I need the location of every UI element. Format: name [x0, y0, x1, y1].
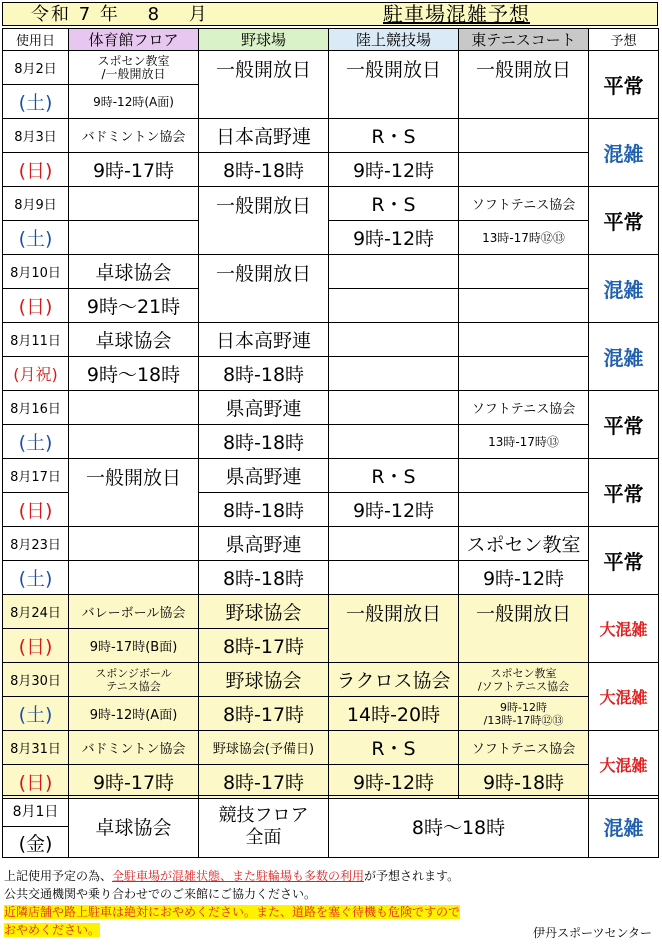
forecast-cell: 大混雑 — [589, 595, 659, 663]
gym-cell-top: 卓球協会 — [69, 323, 199, 357]
table-row-lower — [3, 561, 659, 595]
table-row-lower — [3, 289, 659, 323]
forecast-cell: 平常 — [589, 527, 659, 595]
table-row-lower — [3, 765, 659, 799]
weekday-cell: (土) — [3, 697, 69, 731]
tennis-cell-top: 一般開放日 — [459, 51, 589, 119]
weekday-cell: (日) — [3, 629, 69, 663]
tennis-cell-top: ソフトテニス協会 — [459, 391, 589, 425]
forecast-cell: 混雑 — [589, 255, 659, 323]
table-row-lower — [3, 153, 659, 187]
tennis-cell-bottom — [459, 153, 589, 187]
extra-row — [3, 796, 659, 827]
table-header-row — [3, 29, 659, 51]
table-row-lower — [3, 697, 659, 731]
tennis-cell-bottom — [459, 357, 589, 391]
table-row — [3, 119, 659, 153]
date-cell: 8月31日 — [3, 731, 69, 765]
gym-cell-bottom: 9時-12時(A面) — [69, 697, 199, 731]
note-line-1 — [4, 867, 660, 885]
tennis-cell-bottom: 9時-18時 — [459, 765, 589, 799]
tennis-cell-top: ソフトテニス協会 — [459, 187, 589, 221]
header-title: 駐車場混雑予想 — [383, 2, 530, 26]
baseball-cell-top: 野球協会 — [199, 663, 329, 697]
forecast-cell: 平常 — [589, 391, 659, 459]
track-cell-top — [329, 323, 459, 357]
extra-forecast: 混雑 — [589, 796, 659, 858]
forecast-cell: 大混雑 — [589, 731, 659, 799]
col-header-track: 陸上競技場 — [329, 29, 459, 51]
baseball-cell-bottom: 8時-17時 — [199, 765, 329, 799]
tennis-cell-top: 一般開放日 — [459, 595, 589, 663]
tennis-cell-top: スポセン教室 — [459, 527, 589, 561]
date-cell: 8月9日 — [3, 187, 69, 221]
tennis-cell-bottom: 9時-12時 — [459, 561, 589, 595]
table-row — [3, 51, 659, 85]
forecast-cell: 平常 — [589, 187, 659, 255]
track-cell-top — [329, 391, 459, 425]
baseball-cell-bottom: 8時-18時 — [199, 493, 329, 527]
gym-cell-top — [69, 391, 199, 425]
track-cell-bottom — [329, 425, 459, 459]
table-row — [3, 731, 659, 765]
weekday-cell: (日) — [3, 289, 69, 323]
table-row-lower — [3, 425, 659, 459]
schedule-table — [2, 28, 659, 799]
tennis-cell-top — [459, 255, 589, 289]
gym-cell-bottom: 9時-17時 — [69, 765, 199, 799]
baseball-cell-bottom: 8時-18時 — [199, 425, 329, 459]
table-row — [3, 527, 659, 561]
baseball-cell-top: 県高野連 — [199, 391, 329, 425]
note-4: おやめください。 — [4, 923, 101, 937]
track-cell-bottom: 9時-12時 — [329, 493, 459, 527]
track-cell-top: ラクロス協会 — [329, 663, 459, 697]
gym-cell-top: スポセン教室 /一般開放日 — [69, 51, 199, 85]
gym-cell-bottom: 9時-12時(A面) — [69, 85, 199, 119]
gym-cell-bottom: 9時～21時 — [69, 289, 199, 323]
track-cell-top — [329, 255, 459, 289]
track-cell-bottom — [329, 357, 459, 391]
gym-cell-top: バレーボール協会 — [69, 595, 199, 629]
col-header-date: 使用日 — [3, 29, 69, 51]
gym-cell-bottom: 9時～18時 — [69, 357, 199, 391]
date-cell: 8月10日 — [3, 255, 69, 289]
note-line-3 — [4, 903, 660, 921]
baseball-cell-top: 県高野連 — [199, 527, 329, 561]
date-cell: 8月2日 — [3, 51, 69, 85]
weekday-cell: (日) — [3, 153, 69, 187]
gym-cell-bottom — [69, 561, 199, 595]
table-row — [3, 459, 659, 493]
extra-date: 8月1日 — [3, 796, 69, 827]
col-header-tennis: 東テニスコート — [459, 29, 589, 51]
date-cell: 8月3日 — [3, 119, 69, 153]
baseball-cell-bottom: 8時-18時 — [199, 357, 329, 391]
baseball-cell-top: 一般開放日 — [199, 51, 329, 119]
gym-cell-top: スポンジボール テニス協会 — [69, 663, 199, 697]
track-cell-top: R・S — [329, 731, 459, 765]
date-cell: 8月24日 — [3, 595, 69, 629]
extra-baseball: 競技フロア 全面 — [199, 796, 329, 858]
gym-cell-top: バドミントン協会 — [69, 119, 199, 153]
tennis-cell-bottom: 13時-17時⑬ — [459, 425, 589, 459]
weekday-cell: (土) — [3, 221, 69, 255]
track-cell-bottom: 9時-12時 — [329, 153, 459, 187]
table-row — [3, 255, 659, 289]
forecast-cell: 混雑 — [589, 323, 659, 391]
track-cell-top: 一般開放日 — [329, 51, 459, 119]
gym-cell-bottom — [69, 221, 199, 255]
extra-table — [2, 795, 659, 858]
weekday-cell: (日) — [3, 493, 69, 527]
gym-cell-bottom: 9時-17時 — [69, 153, 199, 187]
gym-cell-top — [69, 187, 199, 221]
tennis-cell-top — [459, 323, 589, 357]
baseball-cell-top: 日本高野連 — [199, 119, 329, 153]
weekday-cell: (土) — [3, 85, 69, 119]
table-row — [3, 595, 659, 629]
extra-dow: (金) — [3, 827, 69, 858]
extra-gym: 卓球協会 — [69, 796, 199, 858]
table-row — [3, 323, 659, 357]
note-1a: 上記使用予定の為、 — [4, 869, 113, 883]
note-1c: が予想されます。 — [364, 869, 460, 883]
col-header-forecast: 予想 — [589, 29, 659, 51]
date-cell: 8月16日 — [3, 391, 69, 425]
baseball-cell-bottom: 8時-17時 — [199, 629, 329, 663]
header-date: 令和 7 年 8 月 — [31, 4, 209, 25]
date-cell: 8月11日 — [3, 323, 69, 357]
weekday-cell: (土) — [3, 425, 69, 459]
baseball-cell-top: 一般開放日 — [199, 187, 329, 255]
tennis-cell-top — [459, 459, 589, 493]
track-cell-top: 一般開放日 — [329, 595, 459, 663]
track-cell-bottom: 14時-20時 — [329, 697, 459, 731]
track-cell-top: R・S — [329, 459, 459, 493]
tennis-cell-bottom: 9時-12時 /13時-17時⑫⑬ — [459, 697, 589, 731]
col-header-baseball: 野球場 — [199, 29, 329, 51]
baseball-cell-top: 一般開放日 — [199, 255, 329, 323]
baseball-cell-top: 日本高野連 — [199, 323, 329, 357]
note-line-2: 公共交通機関や乗り合わせでのご来館にご協力ください。 — [4, 887, 317, 901]
weekday-cell: (日) — [3, 765, 69, 799]
gym-cell-top — [69, 527, 199, 561]
note-3: 近隣店舗や路上駐車は絶対におやめください。また、道路を塞ぐ待機も危険ですので — [4, 905, 461, 919]
gym-cell-top: 一般開放日 — [69, 459, 199, 527]
baseball-cell-bottom: 8時-17時 — [199, 697, 329, 731]
baseball-cell-top: 県高野連 — [199, 459, 329, 493]
baseball-cell-top: 野球協会(予備日) — [199, 731, 329, 765]
date-cell: 8月17日 — [3, 459, 69, 493]
table-row-lower — [3, 221, 659, 255]
tennis-cell-top: ソフトテニス協会 — [459, 731, 589, 765]
track-cell-top: R・S — [329, 119, 459, 153]
forecast-cell: 大混雑 — [589, 663, 659, 731]
baseball-cell-top: 野球協会 — [199, 595, 329, 629]
gym-cell-top: バドミントン協会 — [69, 731, 199, 765]
forecast-cell: 平常 — [589, 51, 659, 119]
tennis-cell-top — [459, 119, 589, 153]
page-header — [2, 2, 658, 26]
track-cell-bottom — [329, 561, 459, 595]
weekday-cell: (月祝) — [3, 357, 69, 391]
baseball-cell-bottom: 8時-18時 — [199, 561, 329, 595]
table-row — [3, 391, 659, 425]
date-cell: 8月30日 — [3, 663, 69, 697]
track-cell-bottom: 9時-12時 — [329, 765, 459, 799]
track-cell-top — [329, 527, 459, 561]
gym-cell-top: 卓球協会 — [69, 255, 199, 289]
extra-track: 8時～18時 — [329, 796, 589, 858]
tennis-cell-bottom — [459, 493, 589, 527]
tennis-cell-bottom — [459, 289, 589, 323]
track-cell-bottom: 9時-12時 — [329, 221, 459, 255]
track-cell-top: R・S — [329, 187, 459, 221]
tennis-cell-bottom: 13時-17時⑫⑬ — [459, 221, 589, 255]
weekday-cell: (土) — [3, 561, 69, 595]
note-1b: 全駐車場が混雑状態、また駐輪場も多数の利用 — [112, 869, 365, 883]
track-cell-bottom — [329, 289, 459, 323]
tennis-cell-top: スポセン教室 /ソフトテニス協会 — [459, 663, 589, 697]
date-cell: 8月23日 — [3, 527, 69, 561]
organization-name: 伊丹スポーツセンター — [532, 926, 652, 940]
forecast-cell: 平常 — [589, 459, 659, 527]
forecast-cell: 混雑 — [589, 119, 659, 187]
col-header-gym: 体育館フロア — [69, 29, 199, 51]
table-row-lower — [3, 357, 659, 391]
table-row — [3, 187, 659, 221]
gym-cell-bottom: 9時-17時(B面) — [69, 629, 199, 663]
baseball-cell-bottom: 8時-18時 — [199, 153, 329, 187]
gym-cell-bottom — [69, 425, 199, 459]
table-row — [3, 663, 659, 697]
